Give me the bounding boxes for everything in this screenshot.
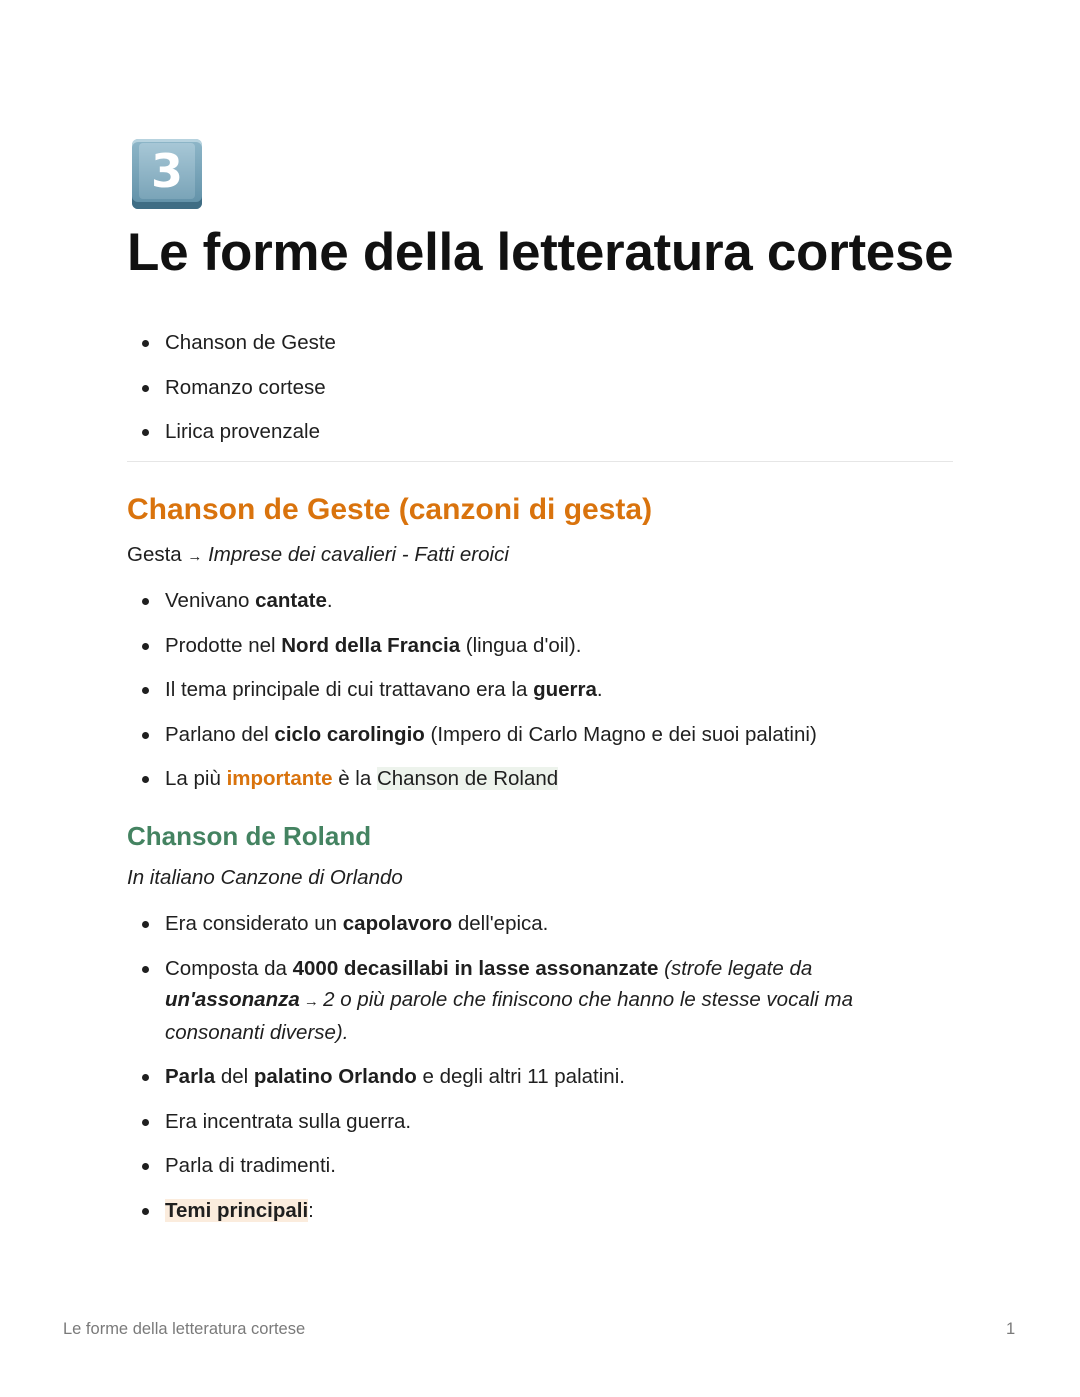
item-text: è la (332, 767, 377, 790)
item-bold-highlight: Temi principali (165, 1198, 309, 1222)
gesta-word: Gesta (127, 543, 182, 566)
list-item: Lirica provenzale (138, 416, 336, 447)
keycap-digit: 3 (139, 143, 195, 199)
item-bold: cantate (255, 589, 327, 612)
list-item (138, 630, 817, 661)
item-text: Parlano del (165, 722, 275, 746)
list-item: Romanzo cortese (138, 372, 336, 403)
gesta-definition (127, 543, 509, 567)
page-number: 1 (1006, 1320, 1016, 1338)
item-bold: ciclo carolingio (274, 722, 425, 746)
item-bold: Nord della Francia (281, 633, 461, 657)
list-item (138, 674, 817, 705)
list-item (138, 585, 817, 616)
item-text: . (596, 678, 603, 701)
item-text: : (308, 1198, 314, 1222)
intro-list (138, 327, 336, 461)
item-italic: (strofe legate da (658, 956, 813, 980)
item-text: Venivano (165, 589, 256, 612)
item-text: (Impero di Carlo Magno e dei suoi palatini) (424, 722, 817, 746)
item-italic: 2 o più parole che finiscono che hanno le stesse vocali ma consonanti diverse). (165, 987, 854, 1044)
list-item (138, 1195, 898, 1226)
list-item: Chanson de Geste (138, 327, 336, 358)
page-title: Le forme della letteratura cortese (127, 223, 954, 282)
item-text: . (326, 589, 333, 612)
geste-list (138, 585, 817, 808)
section-heading-geste: Chanson de Geste (canzoni di gesta) (127, 493, 653, 526)
arrow-icon: → (299, 992, 324, 1010)
item-text: dell'epica. (452, 912, 549, 935)
item-text: Prodotte nel (165, 633, 282, 657)
list-item (138, 908, 898, 939)
gesta-meaning: Imprese dei cavalieri - Fatti eroici (208, 543, 509, 566)
item-bold: palatino Orlando (253, 1065, 417, 1088)
item-bold: Parla (165, 1065, 216, 1088)
item-text: del (215, 1065, 254, 1088)
roland-subtitle: In italiano Canzone di Orlando (127, 866, 403, 889)
item-text: Il tema principale di cui trattavano era la (165, 678, 534, 701)
item-text: Composta da (165, 956, 293, 980)
item-bold-italic: un'assonanza (165, 987, 300, 1011)
footer-title: Le forme della letteratura cortese (63, 1320, 306, 1338)
item-text: (lingua d'oil). (460, 633, 582, 657)
item-text: Era considerato un (165, 912, 343, 935)
list-item (138, 719, 817, 750)
list-item (138, 953, 898, 1048)
highlight-importante: importante (226, 767, 333, 790)
roland-link[interactable]: Chanson de Roland (376, 767, 559, 790)
item-bold: guerra (533, 678, 597, 701)
list-item (138, 1061, 898, 1092)
item-bold: 4000 decasillabi in lasse assonanzate (292, 956, 659, 980)
item-text: La più (165, 767, 227, 790)
item-text: e degli altri 11 palatini. (416, 1065, 625, 1088)
arrow-icon: → (187, 548, 203, 565)
list-item: Parla di tradimenti. (138, 1150, 898, 1181)
divider (127, 461, 953, 462)
roland-list (138, 908, 898, 1239)
section-heading-roland: Chanson de Roland (127, 821, 372, 851)
keycap-three-icon (132, 139, 202, 209)
list-item: Era incentrata sulla guerra. (138, 1106, 898, 1137)
item-bold: capolavoro (342, 912, 453, 935)
list-item (138, 763, 817, 794)
